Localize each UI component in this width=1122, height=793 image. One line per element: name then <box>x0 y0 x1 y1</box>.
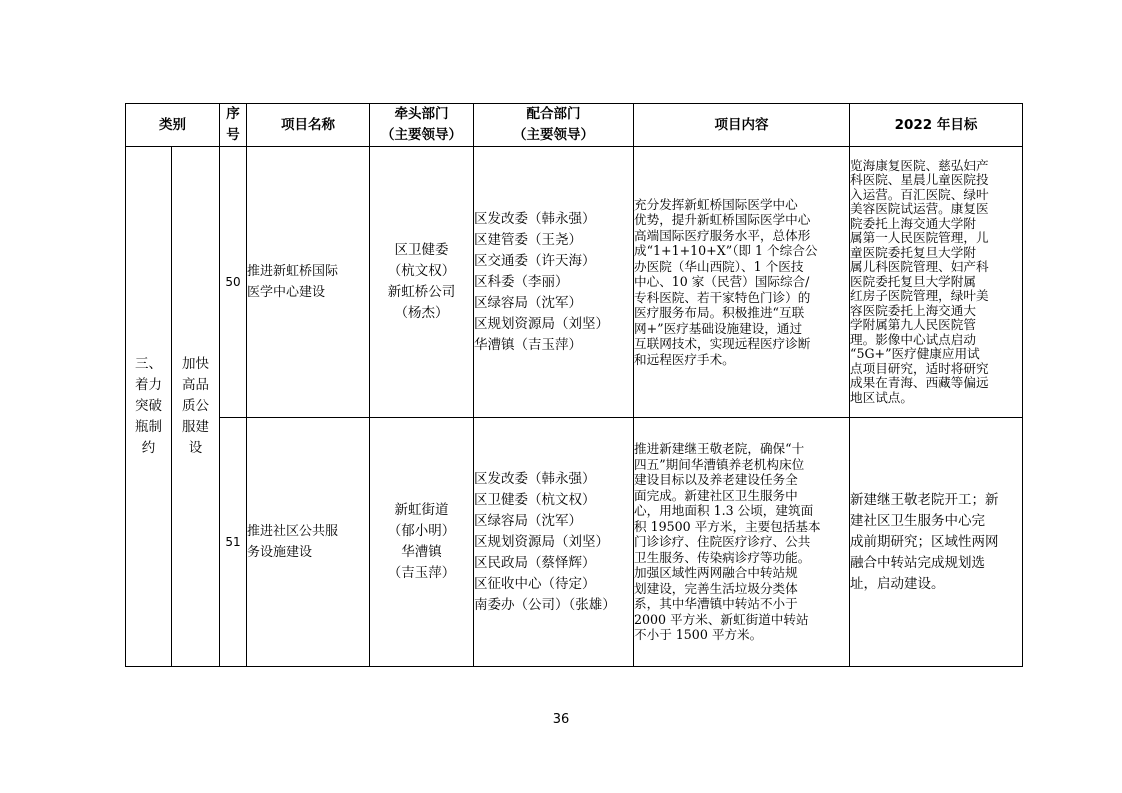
content-line: 高端国际医疗服务水平，总体形 <box>634 227 811 243</box>
coop-dept-line: 区规划资源局（刘坚） <box>474 533 609 550</box>
header-coop-line: 配合部门 <box>526 106 581 122</box>
header-lead-line: （主要领导） <box>381 127 462 143</box>
category-main-line: 瓶制 <box>135 419 162 435</box>
lead-dept-line: 新虹街道 <box>394 502 449 518</box>
coop-dept-cell <box>474 418 634 667</box>
header-project-name: 项目名称 <box>247 104 370 147</box>
content-line: 网+”医疗基础设施建设，通过 <box>634 320 803 336</box>
header-seq-line: 号 <box>226 127 240 143</box>
seq-cell: 51 <box>220 418 247 667</box>
content-line: 划建设，完善生活垃圾分类体 <box>634 580 798 596</box>
category-sub-cell <box>172 147 220 667</box>
lead-dept-line: （吉玉萍） <box>387 565 456 581</box>
goal-line: “5G+”医疗健康应用试 <box>850 346 980 362</box>
lead-dept-line: （郁小明） <box>387 523 456 539</box>
goal-line: 址，启动建设。 <box>850 575 945 592</box>
goal-line: 院委托上海交通大学附 <box>850 215 976 231</box>
coop-dept-line: 区发改委（韩永强） <box>474 470 596 487</box>
header-lead-line: 牵头部门 <box>394 106 449 122</box>
coop-dept-line: 南委办（公司）（张雄） <box>474 596 616 613</box>
content-line: 优势，提升新虹桥国际医学中心 <box>634 212 811 228</box>
content-line: 充分发挥新虹桥国际医学中心 <box>634 196 798 212</box>
goal-line: 属儿科医院管理、妇产科 <box>850 259 989 275</box>
content-line: 卫生服务、传染病诊疗等功能。 <box>634 549 811 565</box>
goal-line: 童医院委托复旦大学附 <box>850 244 976 260</box>
coop-dept-line: 区建管委（王尧） <box>474 231 582 248</box>
header-coop-line: （主要领导） <box>513 127 594 143</box>
goal-line: 学附属第九人民医院管 <box>850 317 976 333</box>
category-sub-line: 加快 <box>182 356 209 372</box>
category-main-line: 约 <box>141 440 156 456</box>
category-main-line: 着力 <box>135 377 162 393</box>
lead-dept-line: 华漕镇 <box>401 544 442 560</box>
goal-line: 成果在青海、西藏等偏远 <box>850 375 989 391</box>
category-sub-line: 高品 <box>182 377 209 393</box>
content-line: 建设目标以及养老建设任务全 <box>634 472 798 488</box>
content-line: 不小于 1500 平方米。 <box>634 627 763 643</box>
project-name-cell <box>247 147 370 418</box>
content-line: 办医院（华山西院）、1 个医技 <box>634 258 804 274</box>
content-line: 面完成。新建社区卫生服务中 <box>634 487 798 503</box>
content-line: 心，用地面积 1.3 公顷，建筑面 <box>634 503 814 519</box>
content-line: 和远程医疗手术。 <box>634 351 735 367</box>
coop-dept-line: 区发改委（韩永强） <box>474 210 596 227</box>
category-main-line: 三、 <box>135 356 162 372</box>
page-number: 36 <box>552 712 570 727</box>
coop-dept-line: 区征收中心（待定） <box>474 575 596 592</box>
coop-dept-line: 华漕镇（吉玉萍） <box>474 336 582 353</box>
lead-dept-cell <box>370 418 474 667</box>
content-line: 专科医院、若干家特色门诊）的 <box>634 289 811 305</box>
header-row <box>126 104 1023 147</box>
goal-line: 属第一人民医院管理，儿 <box>850 230 989 246</box>
project-name-line: 医学中心建设 <box>247 285 326 300</box>
header-coop-dept <box>474 104 634 147</box>
goal-line: 地区试点。 <box>850 389 913 405</box>
coop-dept-cell <box>474 147 634 418</box>
project-name-line: 推进社区公共服 <box>247 524 339 539</box>
goal-line: 新建继王敬老院开工；新 <box>850 491 999 508</box>
goal-line: 医院委托复旦大学附属 <box>850 273 976 289</box>
content-line: 系，其中华漕镇中转站不小于 <box>634 596 798 612</box>
coop-dept-line: 区绿容局（沈军） <box>474 294 582 311</box>
project-content-cell <box>634 418 850 667</box>
goal-line: 容医院委托上海交通大 <box>850 302 976 318</box>
content-line: 2000 平方米、新虹街道中转站 <box>634 611 809 627</box>
seq-cell: 50 <box>220 147 247 418</box>
project-content-cell <box>634 147 850 418</box>
content-line: 积 19500 平方米，主要包括基本 <box>634 518 821 534</box>
coop-dept-line: 区绿容局（沈军） <box>474 512 582 529</box>
content-line: 中心、10 家（民营）国际综合/ <box>634 274 810 290</box>
coop-dept-line: 区交通委（许天海） <box>474 252 596 269</box>
category-sub-line: 质公 <box>182 398 209 414</box>
content-line: 加强区域性两网融合中转站规 <box>634 565 798 581</box>
lead-dept-line: 区卫健委 <box>394 242 449 258</box>
project-name-cell <box>247 418 370 667</box>
header-seq-line: 序 <box>226 106 240 122</box>
content-line: 成“1+1+10+X”（即 1 个综合公 <box>634 243 818 259</box>
content-line: 门诊诊疗、住院医疗诊疗、公共 <box>634 534 811 550</box>
header-content: 项目内容 <box>634 104 850 147</box>
lead-dept-cell <box>370 147 474 418</box>
goal-line: 入运营。百汇医院、绿叶 <box>850 186 989 202</box>
goal-line: 融合中转站完成规划选 <box>850 554 985 571</box>
header-seq <box>220 104 247 147</box>
header-lead-dept <box>370 104 474 147</box>
goal-line: 点项目研究，适时将研究 <box>850 360 989 376</box>
content-line: 四五”期间华漕镇养老机构床位 <box>634 456 805 472</box>
category-main-line: 突破 <box>135 398 162 414</box>
table-row <box>126 418 1023 667</box>
category-main-cell <box>126 147 172 667</box>
project-name-line: 务设施建设 <box>247 545 313 560</box>
category-sub-line: 设 <box>188 440 203 456</box>
goal-line: 建社区卫生服务中心完 <box>850 512 985 529</box>
goal-cell <box>850 147 1023 418</box>
project-name-line: 推进新虹桥国际 <box>247 264 339 279</box>
content-line: 互联网技术，实现远程医疗诊断 <box>634 336 811 352</box>
lead-dept-line: 新虹桥公司 <box>387 284 456 300</box>
header-category: 类别 <box>126 104 220 147</box>
coop-dept-line: 区民政局（蔡怿辉） <box>474 554 596 571</box>
header-goal: 2022 年目标 <box>850 104 1023 147</box>
goal-cell <box>850 418 1023 667</box>
table-row <box>126 147 1023 418</box>
goal-line: 览海康复医院、慈弘妇产 <box>850 157 989 173</box>
lead-dept-line: （杨杰） <box>394 305 449 321</box>
coop-dept-line: 区卫健委（杭文权） <box>474 491 596 508</box>
coop-dept-line: 区规划资源局（刘坚） <box>474 315 609 332</box>
goal-line: 科医院、星晨儿童医院投 <box>850 172 989 188</box>
goal-line: 成前期研究；区域性两网 <box>850 533 999 550</box>
content-line: 医疗服务布局。积极推进“互联 <box>634 305 805 321</box>
goal-line: 美容医院试运营。康复医 <box>850 201 989 217</box>
category-sub-line: 服建 <box>182 419 209 435</box>
goal-line: 理。影像中心试点启动 <box>850 331 976 347</box>
content-line: 推进新建继王敬老院，确保“十 <box>634 441 805 457</box>
goal-line: 红房子医院管理，绿叶美 <box>850 288 989 304</box>
lead-dept-line: （杭文权） <box>387 263 456 279</box>
coop-dept-line: 区科委（李丽） <box>474 273 569 290</box>
project-table <box>125 103 1023 667</box>
